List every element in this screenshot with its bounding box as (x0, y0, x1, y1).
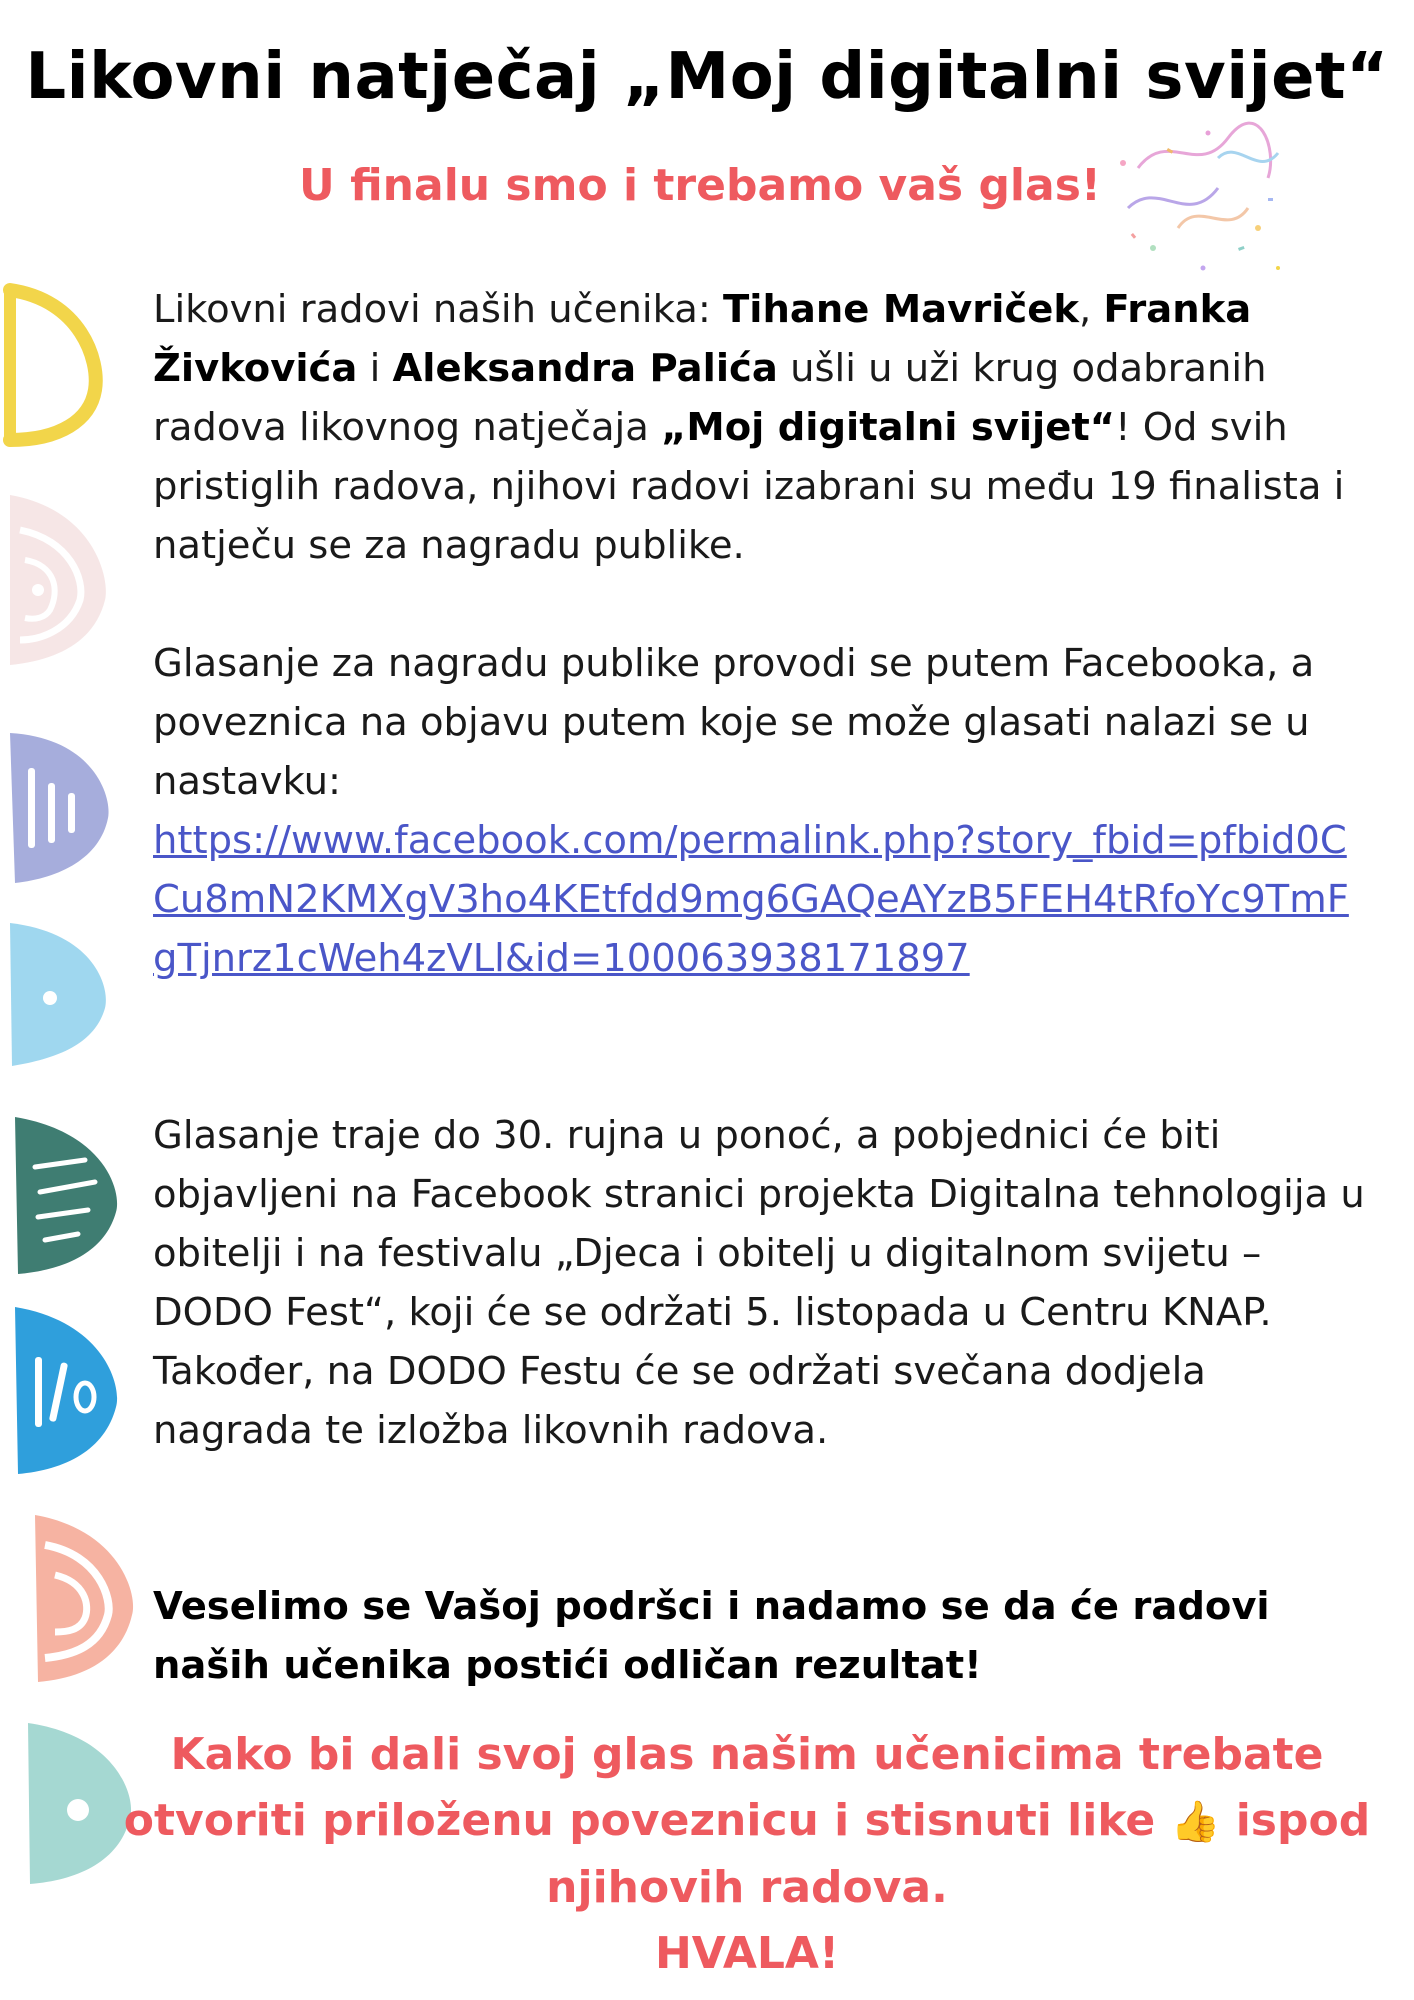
decorative-shape-yellow-icon (0, 280, 110, 450)
thanks-text: HVALA! (654, 1928, 840, 1979)
decorative-shape-lavender-icon (0, 728, 115, 888)
contest-name: „Moj digitalni svijet“ (661, 405, 1116, 450)
intro-separator: , (1078, 287, 1104, 332)
decorative-shape-pink-spiral-icon (0, 490, 115, 670)
decorative-shape-teal-icon (0, 1112, 125, 1277)
intro-text: Likovni radovi naših učenika: (153, 287, 724, 332)
page-subtitle: U finalu smo i trebamo vaš glas! (299, 160, 1101, 211)
facebook-voting-link[interactable]: https://www.facebook.com/permalink.php?story_fbid=pfbid0CCu8mN2KMXgV3ho4KEtfdd9mg6GAQeAYzB5FEH4tRfoYc9TmFgTjnrz1cWeh4zVLl&id=100063938171897 (153, 818, 1349, 981)
decorative-shape-salmon-icon (0, 1510, 140, 1685)
decorative-shape-mint-icon (0, 1718, 140, 1888)
decorative-shape-blue-icon (0, 1302, 125, 1477)
intro-text-3: ! Od svih pristiglih radova, njihovi radovi izabrani su među 19 finalista i natječu se za nagradu publike. (153, 405, 1345, 568)
cta-text-2: ispod njihovih radova. (546, 1795, 1371, 1913)
intro-conjunction: i (357, 346, 393, 391)
decorative-shape-skyblue-icon (0, 918, 115, 1068)
student-name-1: Tihane Mavriček (723, 287, 1079, 332)
cta-text: Kako bi dali svoj glas našim učenicima trebate otvoriti priloženu poveznicu i stisnuti like (123, 1729, 1324, 1846)
thumbs-up-icon: 👍 (1170, 1799, 1221, 1845)
page-title: Likovni natječaj „Moj digitalni svijet“ (25, 40, 1389, 114)
voting-text: Glasanje za nagradu publike provodi se putem Facebooka, a poveznica na objavu putem koje se može glasati nalazi se u nastavku: (153, 641, 1315, 804)
intro-paragraph (153, 280, 1368, 575)
intro-text-2: ušli u uži krug odabranih radova likovnog natječaja (153, 346, 1267, 450)
voting-paragraph (153, 634, 1368, 988)
call-to-action (120, 1722, 1374, 1987)
student-name-2: Franka Živkovića (153, 287, 1252, 391)
deadline-paragraph: Glasanje traje do 30. rujna u ponoć, a pobjednici će biti objavljeni na Facebook stranici projekta Digitalna tehnologija u obitelji i na festivalu „Djeca i obitelj u digitalnom svijetu – DODO Fest“, koji će se održati 5. listopada u Centru KNAP. Također, na DODO Festu će se održati svečana dodjela nagrada te izložba likovnih radova. (153, 1113, 1365, 1453)
support-paragraph: Veselimo se Vašoj podršci i nadamo se da će radovi naših učenika postići odličan rezultat! (153, 1584, 1270, 1688)
confetti-icon (1108, 118, 1288, 288)
student-name-3: Aleksandra Palića (392, 346, 778, 391)
